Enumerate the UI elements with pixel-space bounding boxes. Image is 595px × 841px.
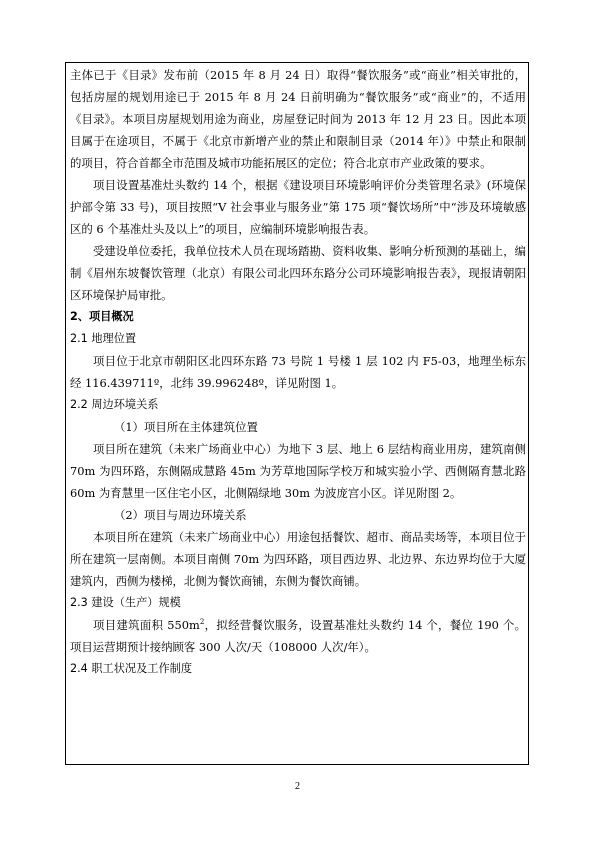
paragraph-policy: 主体已于《目录》发布前（2015 年 8 月 24 日）取得“餐饮服务”或“商业”相关审批的，包括房屋的规划用途已于 2015 年 8 月 24 日前明确为“餐饮服务”或“商业”的，不适用《目录》。本项目房屋规划用途为商业，房屋登记时间为 2013 年 12 月 23 日。因此本项目属于在途项目，不属于《北京市新增产业的禁止和限制目录（2014 年）》中禁止和限制的项目，符合首都全市范围及城市功能拓展区的定位；符合北京市产业政策的要求。 [70,68,526,170]
page-number: 2 [295,781,300,792]
paragraph-location: 项目位于北京市朝阳区北四环东路 73 号院 1 号楼 1 层 102 内 F5-03，地理坐标东经 116.439711º，北纬 39.996248º，详见附图 1。 [70,354,526,390]
section-title: 2、项目概况 [70,310,134,323]
heading-surroundings: 2.2 周边环境关系 [70,398,159,411]
scale-text-a: 项目建筑面积 550m [93,618,200,632]
subheading-building-position: （1）项目所在主体建筑位置 [114,420,258,434]
heading-scale: 2.3 建设（生产）规模 [70,596,181,609]
area-unit-superscript: 2 [199,618,205,627]
paragraph-environment-relation: 本项目所在建筑（未来广场商业中心）用途包括餐饮、超市、商品卖场等，本项目位于所在建筑一层南侧。本项目南侧 70m 为四环路，项目西边界、北边界、东边界均位于大厦建筑内，西侧为楼梯，北侧为餐饮商铺，东侧为餐饮商铺。 [70,530,526,588]
subheading-environment-relation: （2）项目与周边环境关系 [114,508,247,522]
heading-staff: 2.4 职工状况及工作制度 [70,662,193,675]
paragraph-building-position: 项目所在建筑（未来广场商业中心）为地下 3 层、地上 6 层结构商业用房，建筑南侧 70m 为四环路，东侧隔成慧路 45m 为芳草地国际学校万和城实验小学、西侧隔育慧北路 60m 为育慧里一区住宅小区，北侧隔绿地 30m 为波庞宫小区。详见附图 2。 [70,442,530,500]
heading-location: 2.1 地理位置 [70,332,137,345]
scale-text-b: ，拟经营餐饮服务，设置基准灶头数约 14 个，餐位 190 个。项目运营期预计接纳顾客 300 人次/天（108000 人次/年）。 [70,618,526,654]
paragraph-scale [70,614,526,658]
paragraph-commission: 受建设单位委托，我单位技术人员在现场踏勘、资料收集、影响分析预测的基础上，编制《眉州东坡餐饮管理（北京）有限公司北四环东路分公司环境影响报告表》，现报请朝阳区环境保护局审批。 [70,244,526,302]
paragraph-classification: 项目设置基准灶头数约 14 个，根据《建设项目环境影响评价分类管理名录》(环境保护部令第 33 号)，项目按照“V 社会事业与服务业”第 175 项“餐饮场所”中“涉及环境敏感区的 6 个基准灶头及以上”的项目，应编制环境影响报告表。 [70,178,526,236]
page-content [70,64,530,680]
